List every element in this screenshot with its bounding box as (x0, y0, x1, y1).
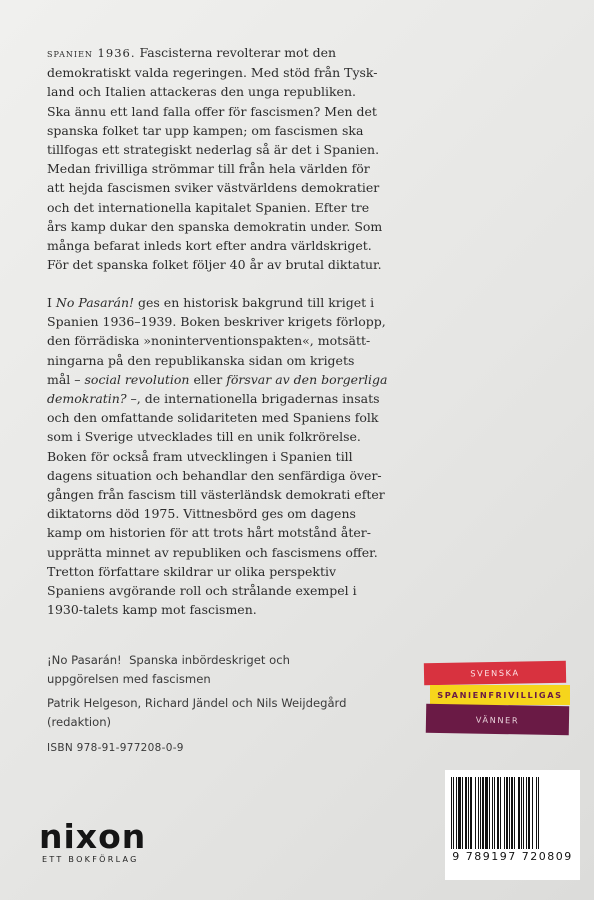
book-title-italic: No Pasarán! (55, 295, 135, 310)
book-info (47, 651, 347, 689)
text-line: den förrädiska »noninterventionspakten«, motsätt- (47, 333, 371, 349)
text-line: diktatorns död 1975. Vittnesbörd ges om dagens (47, 506, 356, 522)
text-line: Spanien 1936–1939. Boken beskriver krigets förlopp, (47, 314, 386, 330)
flag-stripe-purple: VÄNNER (426, 704, 569, 735)
description-paragraph (47, 293, 388, 619)
publisher-tagline: ETT BOKFÖRLAG (42, 855, 139, 864)
text-line: Tretton författare skildrar ur olika perspektiv (47, 563, 337, 579)
text-segment: ges en historisk bakgrund till kriget i (134, 295, 375, 310)
text-segment: Fascisterna revolterar mot den (135, 45, 337, 60)
text-line: land och Italien attackeras den unga republiken. (47, 84, 356, 100)
text-line: som i Sverige utvecklades till en unik folkrörelse. (47, 429, 361, 445)
barcode-number: 9 789197 720809 (452, 850, 573, 863)
flag-stripe-yellow: SPANIENFRIVILLIGAS (430, 685, 570, 705)
text-line: kamp om historien för att trots hårt motstånd åter- (47, 525, 371, 541)
text-line: Medan frivilliga strömmar till från hela världen för (47, 161, 370, 177)
publisher-name: nixon (39, 817, 147, 856)
text-line: Spaniens avgörande roll och strålande exempel i (47, 583, 357, 599)
text-line: tillfogas ett strategiskt nederlag så är det i Spanien. (47, 142, 380, 158)
text-line: gången från fascism till västerländsk demokrati efter (47, 487, 385, 503)
book-subtitle-line: uppgörelsen med fascismen (47, 672, 211, 686)
lead-words: spanien 1936. (47, 46, 136, 60)
editors-names: Patrik Helgeson, Richard Jändel och Nils Weijdegård (47, 696, 347, 710)
text-line: upprätta minnet av republiken och fascismens offer. (47, 544, 378, 560)
italic-phrase: försvar av den borgerliga (226, 371, 388, 387)
text-line: dagens situation och behandlar den senfärdiga över- (47, 467, 382, 483)
text-line: att hejda fascismen sviker västvärldens demokratier (47, 180, 380, 196)
text-line (47, 43, 382, 63)
barcode-bars-icon (451, 777, 574, 849)
text-line: spanska folket tar upp kampen; om fascismen ska (47, 122, 364, 138)
text-line: Ska ännu ett land falla offer för fascismen? Men det (47, 103, 377, 119)
book-title-line (47, 651, 347, 670)
spanish-republic-flag-logo (424, 662, 574, 736)
text-line: års kamp dukar den spanska demokratin under. Som (47, 218, 383, 234)
text-segment: I (47, 295, 56, 310)
text-line: Boken för också fram utvecklingen i Spanien till (47, 448, 353, 464)
text-segment: –, de internationella brigadernas insats (126, 391, 380, 407)
flag-stripe-red: SVENSKA (424, 661, 566, 685)
text-line (47, 370, 388, 389)
italic-phrase: social revolution (84, 371, 190, 387)
italic-phrase: demokratin? (47, 391, 127, 407)
barcode (445, 770, 580, 880)
text-segment: mål – (47, 371, 85, 387)
publisher-logo (39, 817, 147, 864)
text-line: 1930-talets kamp mot fascismen. (47, 602, 257, 618)
text-line: ningarna på den republikanska sidan om krigets (47, 352, 355, 368)
text-line (47, 293, 382, 312)
text-line: många befarat inleds kort efter andra världskriget. (47, 238, 372, 254)
intro-paragraph (47, 43, 382, 274)
text-line (47, 389, 382, 408)
text-line: För det spanska folket följer 40 år av brutal diktatur. (47, 257, 382, 273)
book-title: ¡No Pasarán! (47, 653, 122, 667)
text-line: och den omfattande solidariteten med Spaniens folk (47, 410, 379, 426)
editors (47, 694, 346, 732)
book-subtitle: Spanska inbördeskriget och (129, 653, 290, 667)
text-line: och det internationella kapitalet Spanien. Efter tre (47, 199, 370, 215)
text-line: demokratiskt valda regeringen. Med stöd från Tysk- (47, 65, 378, 81)
isbn: ISBN 978-91-977208-0-9 (47, 742, 184, 754)
text-segment: eller (189, 371, 227, 387)
editors-role: (redaktion) (47, 715, 112, 729)
